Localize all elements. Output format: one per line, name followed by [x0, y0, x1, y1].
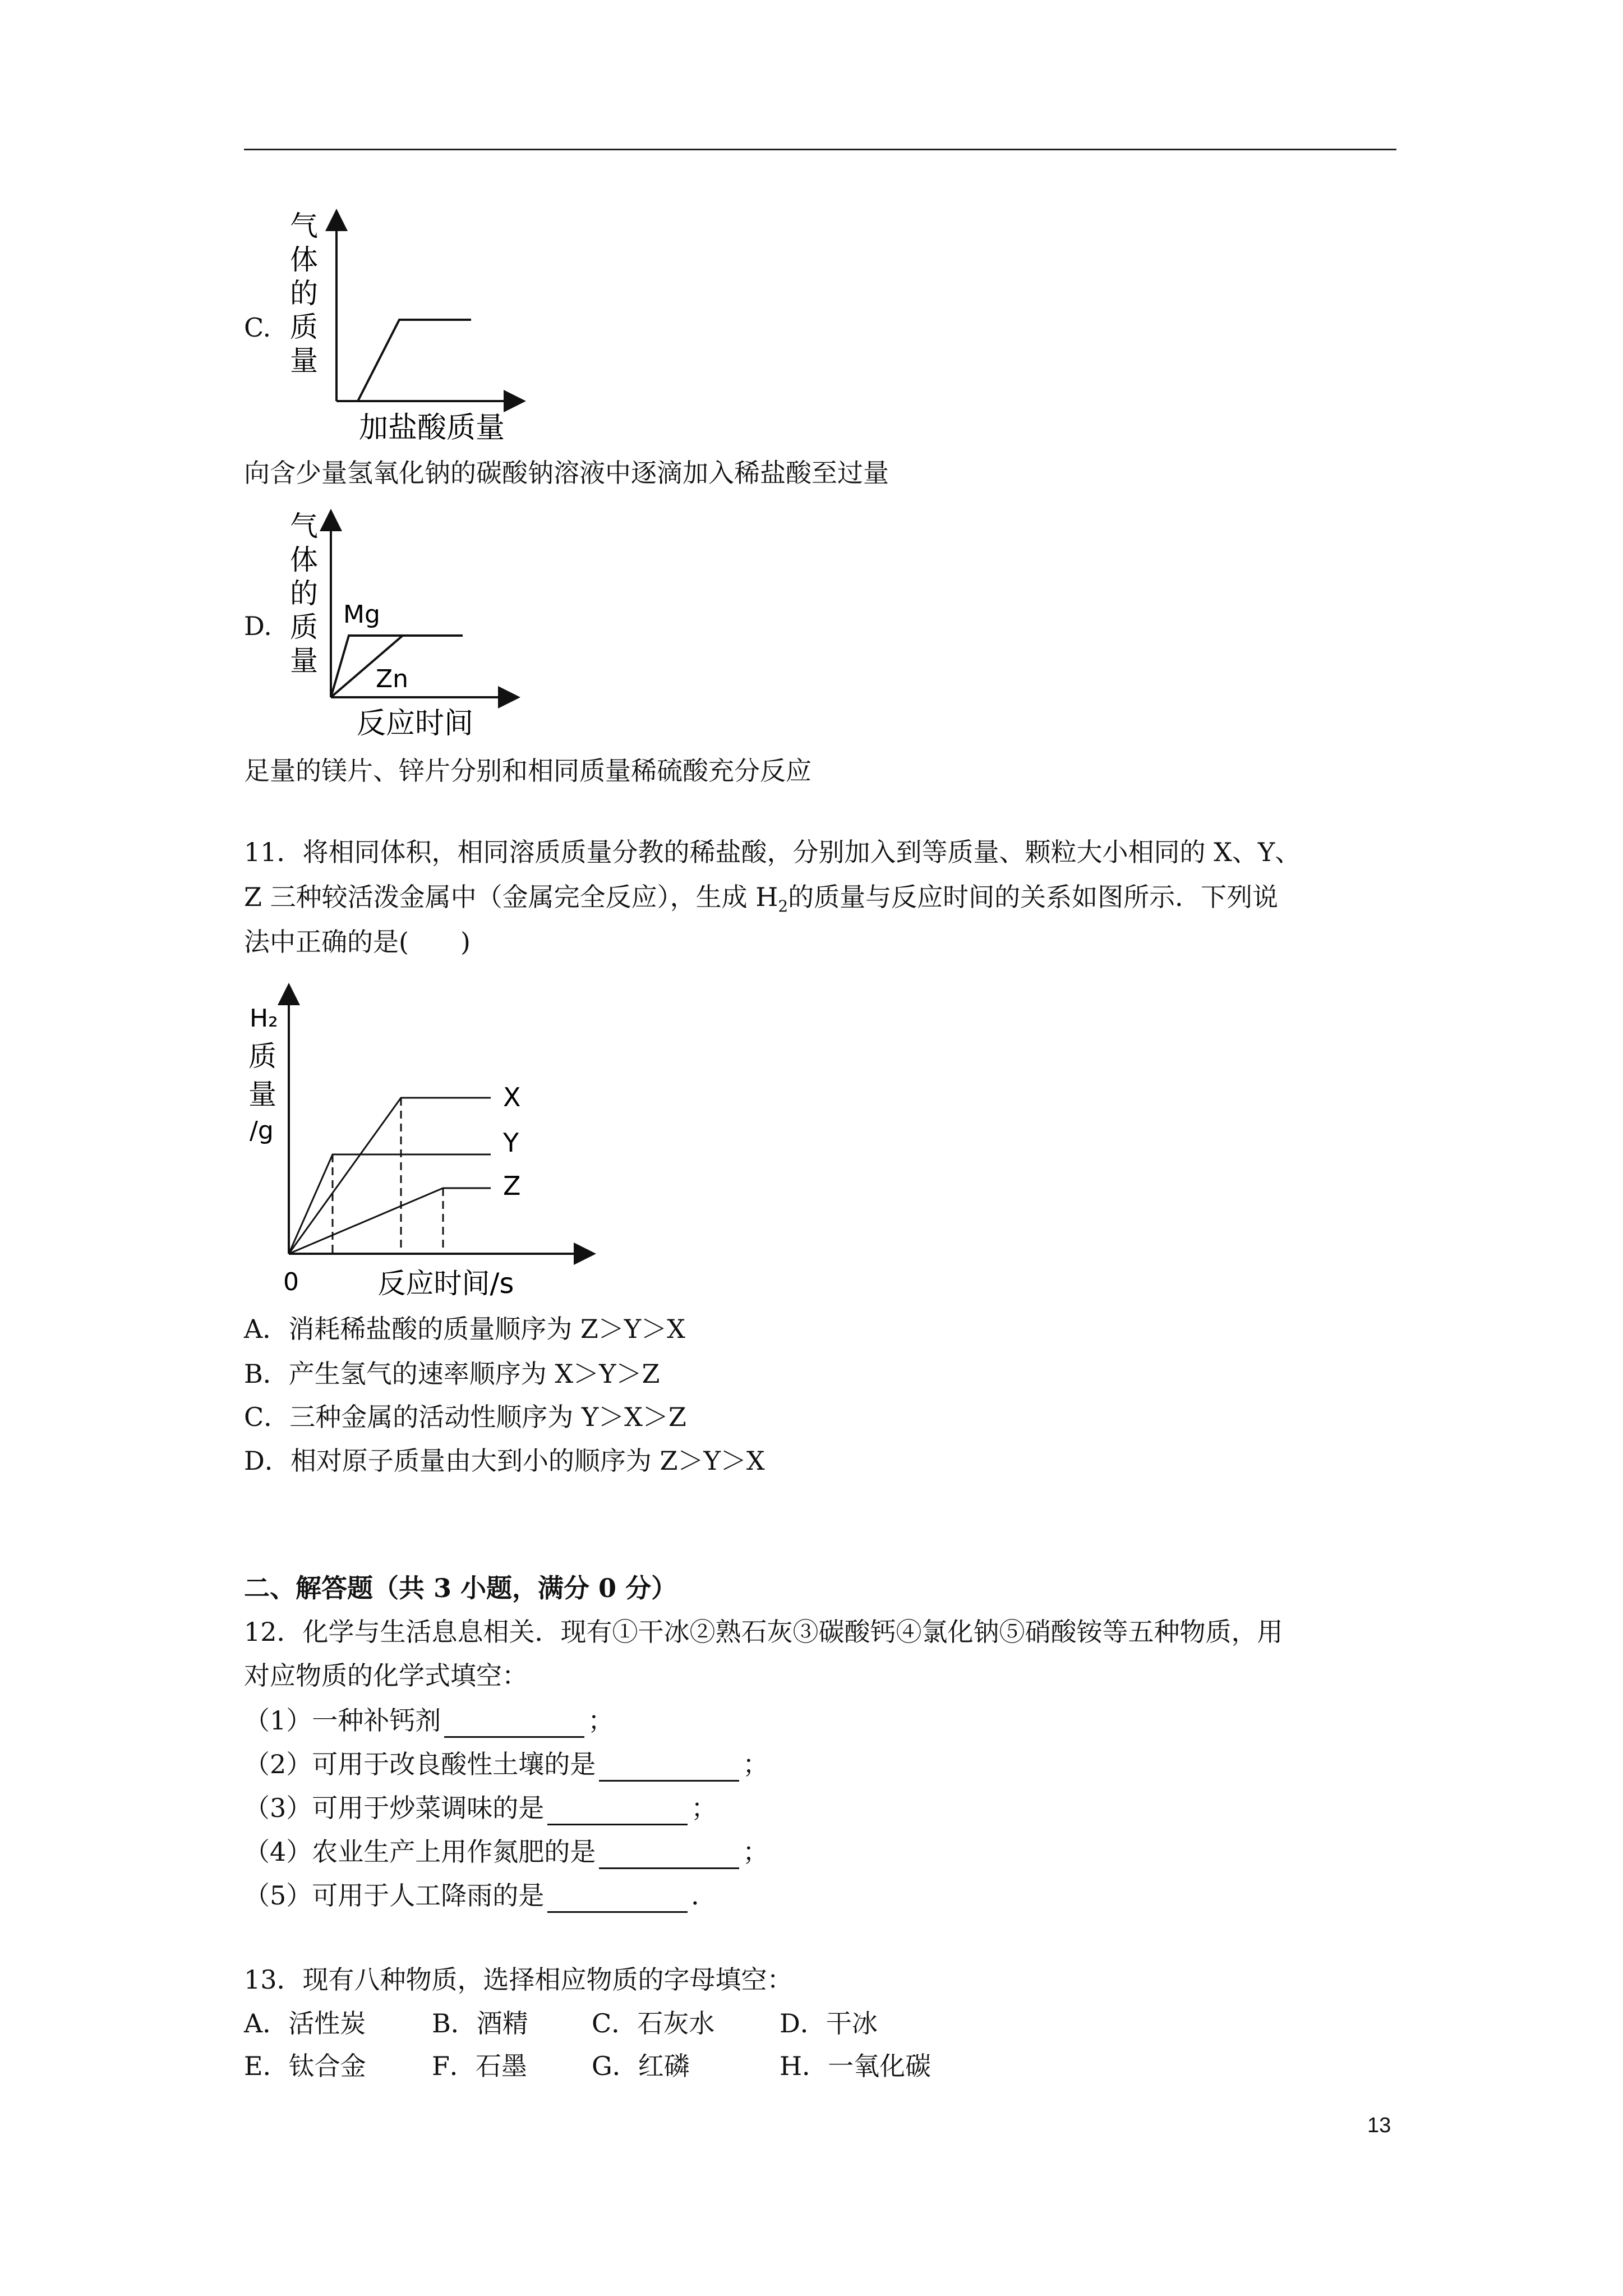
q12-item-3-end: ； — [691, 1793, 717, 1823]
answer-blank[interactable] — [599, 1751, 739, 1782]
q13-choice-b: B．酒精 — [432, 2008, 528, 2039]
q11-line1: 11．将相同体积，相同溶质质量分教的稀盐酸，分别加入到等质量、颗粒大小相同的 X、Y、 — [244, 837, 1301, 867]
answer-blank[interactable] — [547, 1795, 688, 1825]
option-d-label: D. — [244, 611, 272, 641]
q12-item-3-text: （3）可用于炒菜调味的是 — [244, 1793, 545, 1823]
series-y-label: Y — [503, 1128, 519, 1158]
q13-choice-c: C．石灰水 — [592, 2008, 715, 2039]
q11-y-top: H₂ — [250, 1004, 278, 1033]
q13-line1: 13．现有八种物质，选择相应物质的字母填空： — [244, 1964, 793, 1995]
q11-line2 — [244, 880, 1278, 924]
q13-choice-e: E．钛合金 — [244, 2051, 366, 2081]
q13-choice-g: G．红磷 — [592, 2051, 690, 2081]
q12-item-4-end: ； — [743, 1837, 769, 1867]
answer-blank[interactable] — [599, 1838, 739, 1869]
series-z-label: Z — [503, 1171, 521, 1201]
series-mg-label: Mg — [343, 600, 380, 629]
q11-option-d: D．相对原子质量由大到小的顺序为 Z＞Y＞X — [244, 1446, 765, 1476]
q11-y-mid: 质 — [248, 1040, 276, 1073]
option-c-xlabel: 加盐酸质量 — [358, 411, 505, 445]
q11-option-b: B．产生氢气的速率顺序为 X＞Y＞Z — [244, 1359, 660, 1389]
q11-y-unit: /g — [250, 1116, 274, 1145]
option-d-chart — [275, 502, 544, 754]
option-d-xlabel: 反应时间 — [356, 707, 474, 740]
q12-item-2-text: （2）可用于改良酸性土壤的是 — [244, 1749, 596, 1779]
q12-item-4 — [244, 1834, 768, 1869]
q13-choice-h: H．一氧化碳 — [780, 2051, 932, 2081]
q12-item-3 — [244, 1791, 717, 1825]
option-c-caption: 向含少量氢氧化钠的碳酸钠溶液中逐滴加入稀盐酸至过量 — [244, 458, 889, 488]
q12-item-5-text: （5）可用于人工降雨的是 — [244, 1880, 545, 1911]
q11-option-a: A．消耗稀盐酸的质量顺序为 Z＞Y＞X — [244, 1314, 685, 1344]
series-zn-label: Zn — [376, 665, 409, 693]
page-number: 13 — [1367, 2114, 1391, 2137]
q11-origin: 0 — [283, 1268, 299, 1296]
q11-line2-a: Z 三种较活泼金属中（金属完全反应），生成 H — [244, 882, 778, 912]
option-d-ylabel: 气体的质量 — [290, 510, 318, 677]
q12-item-2-end: ； — [743, 1749, 769, 1779]
q11-option-c: C．三种金属的活动性顺序为 Y＞X＞Z — [244, 1402, 686, 1432]
q12-item-2 — [244, 1747, 768, 1782]
answer-blank[interactable] — [444, 1707, 584, 1738]
q13-choice-f: F．石墨 — [432, 2051, 527, 2081]
series-y-line — [289, 1154, 491, 1254]
q11-xlabel: 反应时间/s — [377, 1267, 514, 1300]
q12-item-4-text: （4）农业生产上用作氮肥的是 — [244, 1837, 596, 1867]
q11-line3: 法中正确的是( ) — [244, 927, 471, 957]
option-c-chart — [275, 202, 544, 460]
q12-line2: 对应物质的化学式填空： — [244, 1660, 528, 1691]
series-z-line — [289, 1188, 491, 1254]
q12-item-5 — [244, 1878, 717, 1913]
q12-item-1-end: ； — [588, 1705, 614, 1736]
series-x-label: X — [503, 1082, 521, 1112]
q12-item-1-text: （1）一种补钙剂 — [244, 1705, 441, 1736]
q13-choice-d: D．干冰 — [780, 2008, 878, 2039]
option-c-ylabel: 气体的质量 — [290, 210, 318, 377]
option-d-caption: 足量的镁片、锌片分别和相同质量稀硫酸充分反应 — [244, 756, 811, 786]
q12-item-1 — [244, 1703, 614, 1738]
q11-line2-sub: 2 — [778, 897, 789, 916]
q11-line2-b: 的质量与反应时间的关系如图所示．下列说 — [788, 882, 1279, 912]
q11-chart — [244, 976, 637, 1313]
q13-choice-a: A．活性炭 — [244, 2008, 366, 2039]
q11-y-mid2: 量 — [248, 1078, 276, 1111]
option-c-label: C. — [244, 312, 271, 343]
series-x-line — [289, 1098, 491, 1254]
header-rule — [244, 149, 1396, 150]
answer-blank[interactable] — [547, 1882, 688, 1913]
gas-curve — [358, 320, 471, 401]
section-heading: 二、解答题（共 3 小题，满分 0 分） — [244, 1573, 677, 1603]
q12-line1: 12．化学与生活息息相关．现有①干冰②熟石灰③碳酸钙④氯化钠⑤硝酸铵等五种物质，用 — [244, 1617, 1283, 1647]
q12-item-5-end: ． — [691, 1880, 717, 1911]
